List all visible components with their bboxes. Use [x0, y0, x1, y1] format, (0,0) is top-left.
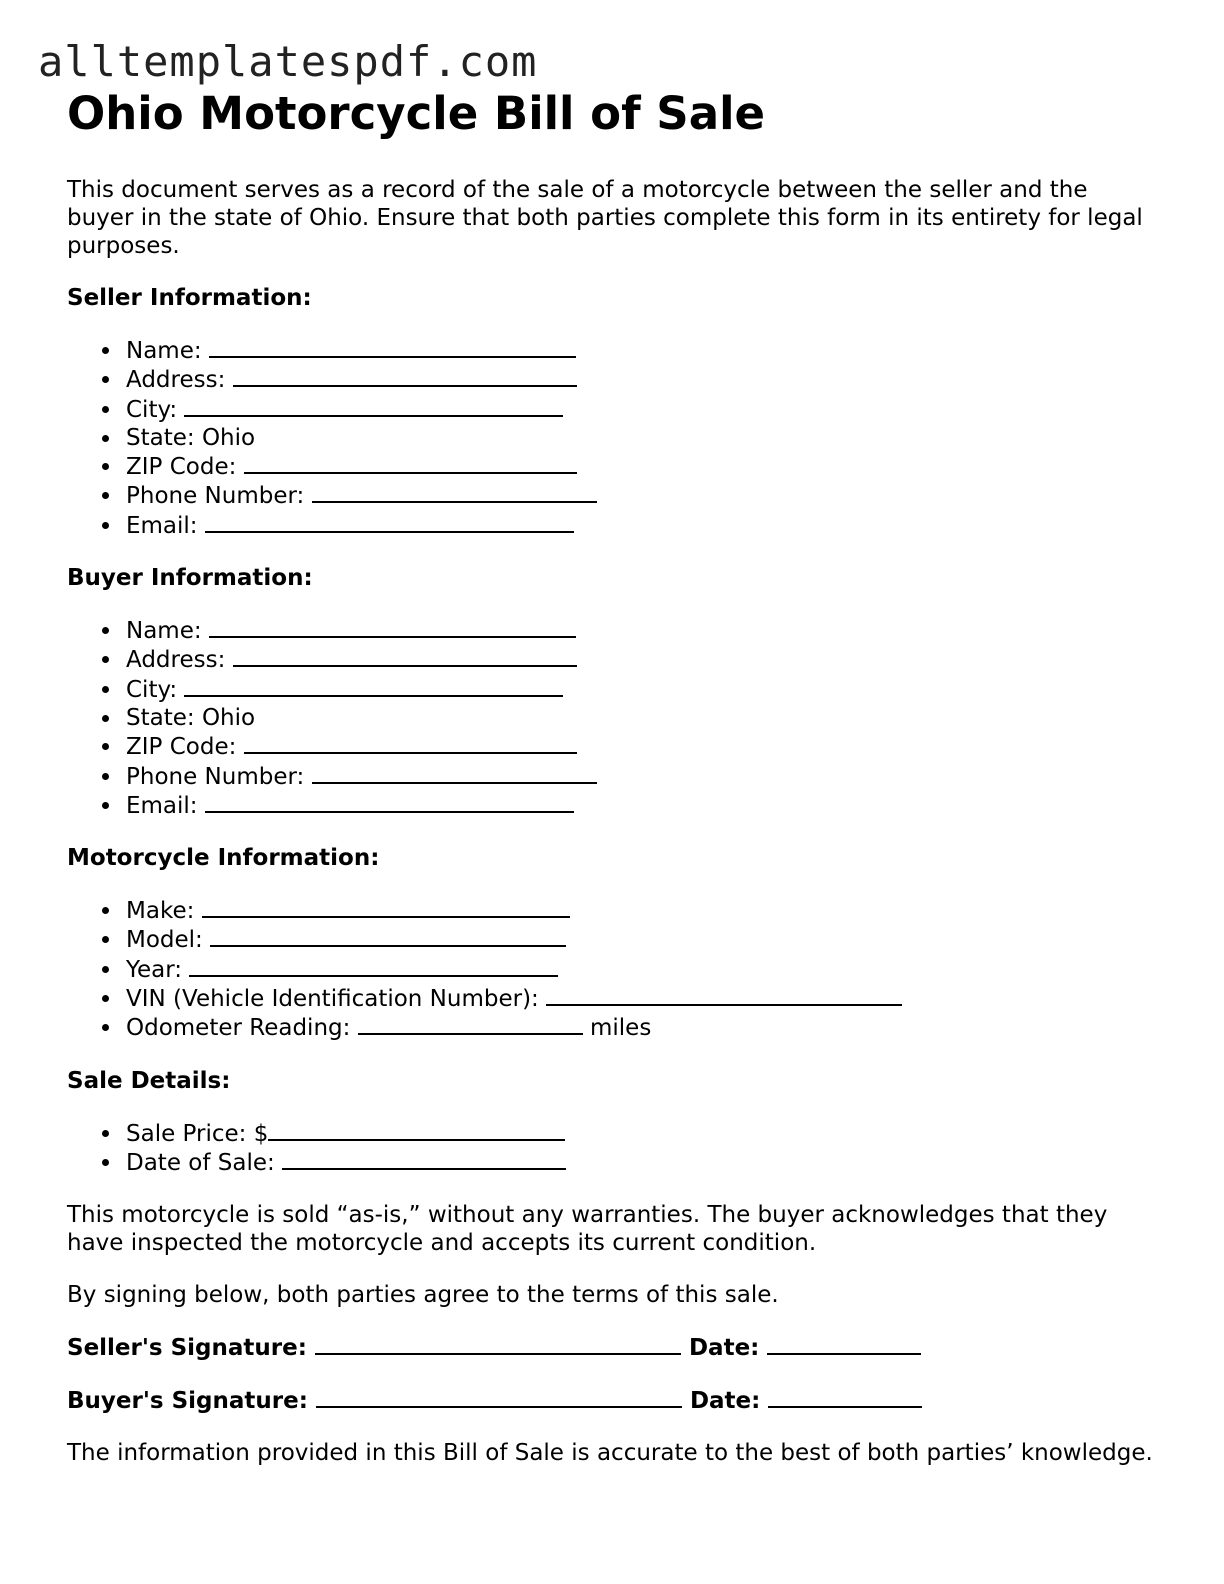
- seller-signature-label: Seller's Signature:: [67, 1335, 307, 1362]
- sale-price-label: Sale Price: $: [126, 1120, 269, 1147]
- seller-phone-blank[interactable]: [312, 481, 597, 503]
- seller-zip-blank[interactable]: [244, 452, 577, 474]
- buyer-signature-blank[interactable]: [316, 1386, 682, 1408]
- buyer-address-blank[interactable]: [233, 645, 577, 667]
- sale-price-item: [126, 1119, 1157, 1148]
- buyer-email-item: [126, 791, 1157, 820]
- buyer-signature-label: Buyer's Signature:: [67, 1388, 308, 1415]
- buyer-email-label: Email:: [126, 792, 198, 819]
- sale-section-heading: Sale Details:: [67, 1067, 231, 1094]
- buyer-phone-blank[interactable]: [312, 762, 597, 784]
- buyer-date-label: Date:: [689, 1388, 761, 1415]
- buyer-email-blank[interactable]: [205, 791, 574, 813]
- buyer-address-label: Address:: [126, 647, 226, 674]
- motorcycle-year-blank[interactable]: [189, 955, 558, 977]
- odometer-unit: miles: [590, 1015, 652, 1042]
- motorcycle-make-blank[interactable]: [202, 896, 570, 918]
- seller-address-label: Address:: [126, 367, 226, 394]
- sale-date-item: [126, 1148, 1157, 1177]
- motorcycle-odometer-item: [126, 1013, 1157, 1042]
- document-title: Ohio Motorcycle Bill of Sale: [67, 87, 766, 140]
- buyer-field-list: [67, 616, 1157, 820]
- seller-date-label: Date:: [688, 1335, 760, 1362]
- seller-state-label: State: Ohio: [126, 424, 256, 451]
- motorcycle-vin-label: VIN (Vehicle Identification Number):: [126, 986, 539, 1013]
- buyer-phone-label: Phone Number:: [126, 763, 305, 790]
- seller-state-item: [126, 424, 1157, 452]
- motorcycle-odometer-blank[interactable]: [358, 1013, 583, 1035]
- seller-city-blank[interactable]: [184, 395, 563, 417]
- seller-zip-label: ZIP Code:: [126, 454, 237, 481]
- sale-date-label: Date of Sale:: [126, 1149, 275, 1176]
- motorcycle-vin-blank[interactable]: [546, 984, 902, 1006]
- motorcycle-make-item: [126, 896, 1157, 925]
- sale-price-blank[interactable]: [268, 1119, 565, 1141]
- seller-address-item: [126, 365, 1157, 394]
- agreement-paragraph: By signing below, both parties agree to the terms of this sale.: [67, 1282, 779, 1309]
- buyer-state-item: [126, 704, 1157, 732]
- buyer-zip-blank[interactable]: [244, 732, 577, 754]
- seller-name-item: [126, 336, 1157, 365]
- document-page: [67, 86, 1157, 1467]
- motorcycle-year-item: [126, 955, 1157, 984]
- motorcycle-model-item: [126, 925, 1157, 954]
- buyer-signature-row: [67, 1386, 1157, 1415]
- sale-date-blank[interactable]: [282, 1148, 566, 1170]
- buyer-zip-item: [126, 732, 1157, 761]
- as-is-paragraph: This motorcycle is sold “as-is,” without any warranties. The buyer acknowledges that they have inspected the motorcycle and accepts its current condition.: [67, 1202, 1108, 1257]
- motorcycle-vin-item: [126, 984, 1157, 1013]
- intro-paragraph: This document serves as a record of the sale of a motorcycle between the seller and the buyer in the state of Ohio. Ensure that both parties complete this form in its entirety for legal purposes.: [67, 177, 1143, 259]
- seller-city-label: City:: [126, 396, 178, 423]
- buyer-date-blank[interactable]: [768, 1386, 922, 1408]
- motorcycle-model-label: Model:: [126, 927, 203, 954]
- seller-name-label: Name:: [126, 338, 202, 364]
- buyer-state-label: State: Ohio: [126, 704, 256, 731]
- seller-field-list: [67, 336, 1157, 540]
- seller-phone-item: [126, 481, 1157, 510]
- buyer-name-blank[interactable]: [209, 616, 576, 638]
- motorcycle-model-blank[interactable]: [210, 925, 566, 947]
- buyer-section-heading: Buyer Information:: [67, 565, 313, 592]
- seller-zip-item: [126, 452, 1157, 481]
- closing-paragraph: The information provided in this Bill of Sale is accurate to the best of both parties’ knowledge.: [67, 1440, 1153, 1467]
- buyer-name-item: [126, 616, 1157, 645]
- motorcycle-section-heading: Motorcycle Information:: [67, 845, 380, 872]
- seller-name-blank[interactable]: [209, 336, 576, 358]
- buyer-city-label: City:: [126, 676, 178, 703]
- buyer-address-item: [126, 645, 1157, 674]
- motorcycle-odometer-label: Odometer Reading:: [126, 1015, 351, 1042]
- buyer-zip-label: ZIP Code:: [126, 734, 237, 761]
- sale-field-list: [67, 1119, 1157, 1178]
- seller-section-heading: Seller Information:: [67, 285, 312, 311]
- seller-date-blank[interactable]: [767, 1333, 921, 1355]
- seller-phone-label: Phone Number:: [126, 483, 305, 510]
- buyer-city-item: [126, 675, 1157, 704]
- watermark-text: alltemplatespdf.com: [38, 37, 538, 86]
- motorcycle-make-label: Make:: [126, 898, 195, 925]
- seller-email-label: Email:: [126, 512, 198, 539]
- buyer-phone-item: [126, 762, 1157, 791]
- seller-email-blank[interactable]: [205, 511, 574, 533]
- motorcycle-field-list: [67, 896, 1157, 1042]
- buyer-name-label: Name:: [126, 618, 202, 645]
- seller-signature-row: [67, 1333, 1157, 1362]
- buyer-city-blank[interactable]: [184, 675, 563, 697]
- seller-email-item: [126, 511, 1157, 540]
- seller-address-blank[interactable]: [233, 365, 577, 387]
- seller-signature-blank[interactable]: [315, 1333, 681, 1355]
- motorcycle-year-label: Year:: [126, 956, 183, 983]
- seller-city-item: [126, 395, 1157, 424]
